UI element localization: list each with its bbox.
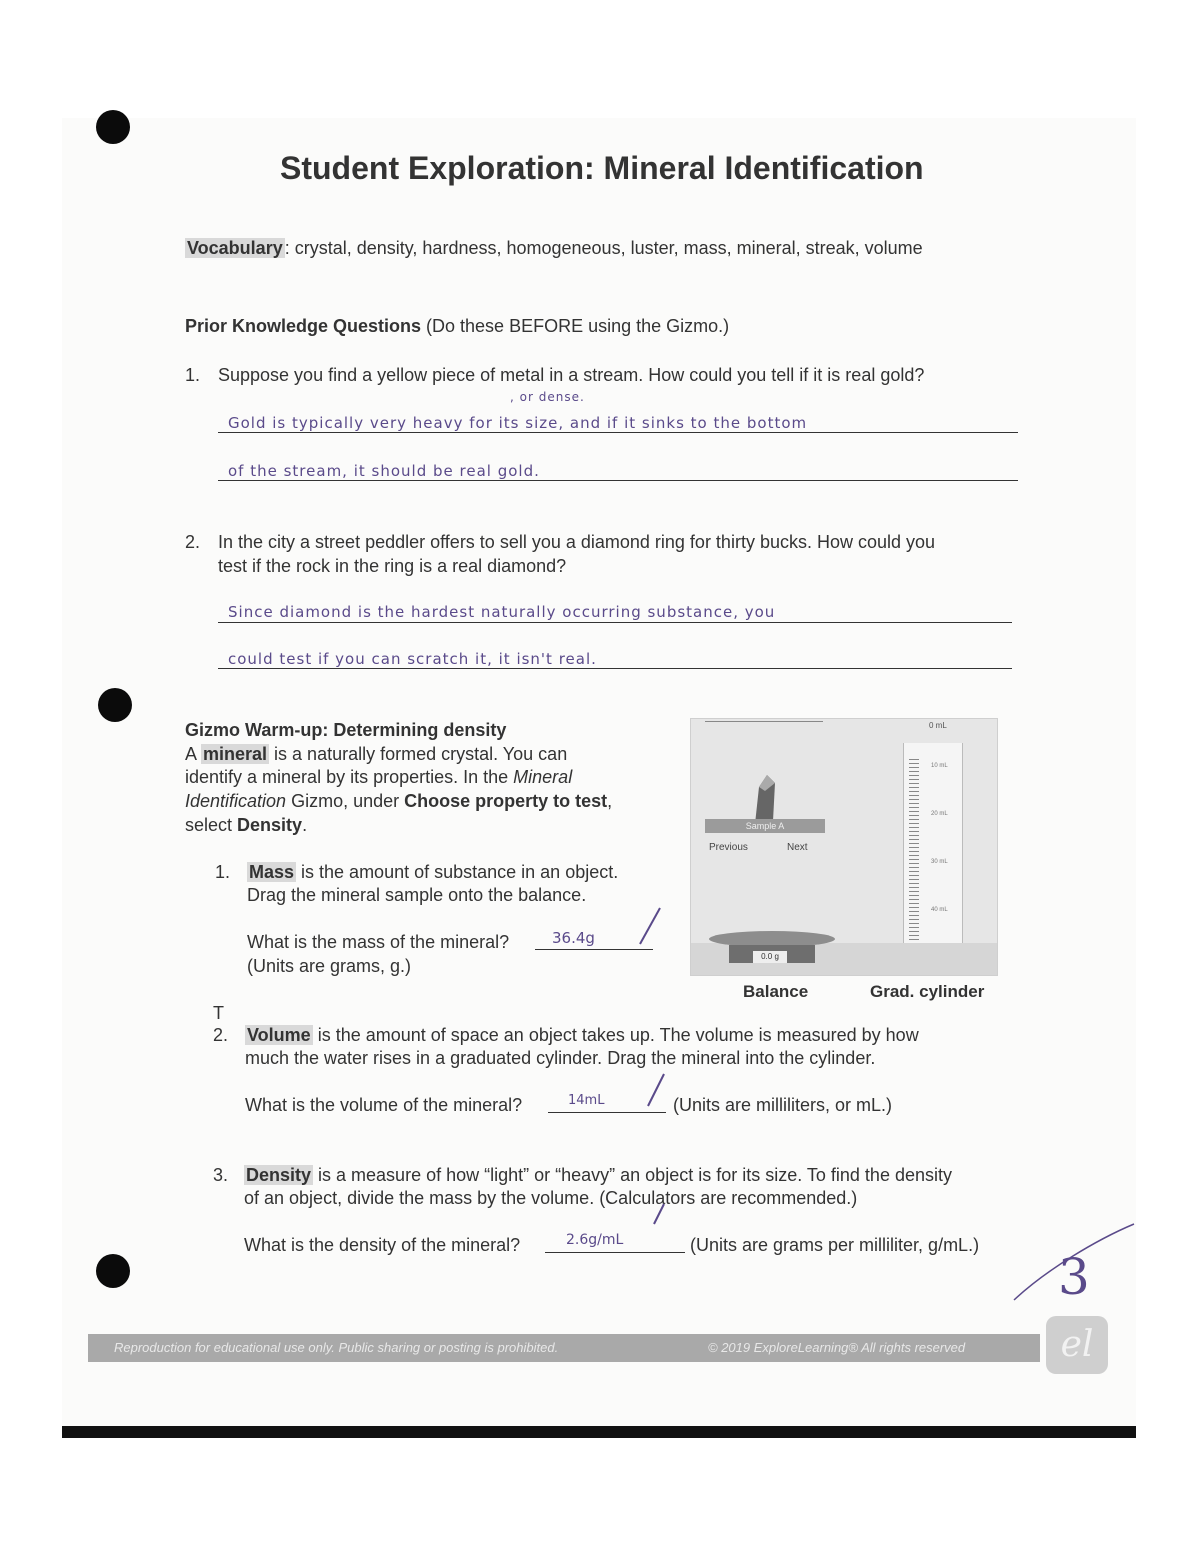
explorelearning-logo: el	[1046, 1316, 1108, 1374]
intro-line2: identify a mineral by its properties. In the	[185, 767, 514, 787]
grade-score: 3	[1058, 1248, 1090, 1306]
intro-comma: ,	[607, 791, 613, 811]
tick-label-3: 40 mL	[931, 907, 948, 913]
balance-readout: 0.0 g	[753, 951, 787, 963]
intro-select: select	[185, 815, 238, 835]
s1-term: Mass	[249, 862, 295, 882]
s3-answer: 2.6g/mL	[566, 1232, 624, 1248]
warmup-intro-line2	[185, 767, 572, 788]
s1-question: What is the mass of the mineral?	[247, 932, 510, 952]
punch-hole-bottom	[96, 1254, 130, 1288]
vocabulary-terms: : crystal, density, hardness, homogeneous, luster, mass, mineral, streak, volume	[284, 238, 923, 258]
s2-line2: much the water rises in a graduated cylinder. Drag the mineral into the cylinder.	[245, 1048, 876, 1068]
cylinder-top-label: 0 mL	[929, 721, 947, 730]
q2-answer-line1: Since diamond is the hardest naturally occurring substance, you	[228, 603, 776, 621]
s2-number: 2.	[213, 1025, 229, 1045]
s1-line2: Drag the mineral sample onto the balance.	[247, 885, 587, 905]
gizmo-top-rule	[705, 721, 823, 722]
warmup-intro-line1	[185, 744, 567, 765]
punch-hole-middle	[98, 688, 132, 722]
s2-units: (Units are milliliters, or mL.)	[673, 1095, 893, 1115]
tick-label-0: 10 mL	[931, 763, 948, 769]
q2-answer-rule1	[218, 622, 1012, 623]
s3-line1	[244, 1165, 952, 1186]
s2-line1	[245, 1025, 919, 1046]
s2-answer-rule	[548, 1112, 666, 1113]
s2-check-mark	[644, 1070, 670, 1110]
gizmo-screenshot	[690, 718, 998, 976]
s3-text: is a measure of how “light” or “heavy” an object is for its size. To find the density	[313, 1165, 952, 1185]
q1-answer-rule2	[218, 480, 1018, 481]
s1-line1	[247, 862, 618, 883]
prior-knowledge-heading	[185, 316, 729, 337]
stray-mark: T	[213, 1003, 224, 1023]
q2-answer-line2: could test if you can scratch it, it isn't real.	[228, 650, 597, 668]
intro-italic-identification: Identification	[185, 791, 287, 811]
q2-text-line2: test if the rock in the ring is a real diamond?	[218, 556, 567, 576]
vocabulary-line	[185, 238, 923, 259]
footer-right-text: © 2019 ExploreLearning® All rights reserved	[708, 1340, 966, 1355]
s3-term: Density	[246, 1165, 312, 1185]
cylinder-tick-marks	[909, 759, 919, 959]
warmup-heading: Gizmo Warm-up: Determining density	[185, 720, 507, 740]
previous-button[interactable]: Previous	[709, 842, 748, 853]
footer-bar	[88, 1334, 1040, 1362]
s2-answer: 14mL	[568, 1093, 605, 1108]
intro-line3b: Gizmo, under	[286, 791, 405, 811]
tick-label-1: 20 mL	[931, 811, 948, 817]
q2-answer-rule2	[218, 668, 1012, 669]
next-button[interactable]: Next	[787, 842, 808, 853]
s3-number: 3.	[213, 1165, 229, 1185]
caption-cylinder: Grad. cylinder	[870, 982, 985, 1001]
s3-units: (Units are grams per milliliter, g/mL.)	[690, 1235, 980, 1255]
page-title: Student Exploration: Mineral Identification	[280, 150, 924, 186]
q1-answer-rule1	[218, 432, 1018, 433]
s3-answer-rule	[545, 1252, 685, 1253]
s1-text: is the amount of substance in an object.	[296, 862, 619, 882]
warmup-intro-line3	[185, 791, 612, 812]
s1-answer-rule	[535, 949, 653, 950]
s2-question: What is the volume of the mineral?	[245, 1095, 523, 1115]
tick-label-2: 30 mL	[931, 859, 948, 865]
paper-edge-shadow	[62, 1426, 1136, 1438]
intro-mineral-term: mineral	[203, 744, 268, 764]
s2-text: is the amount of space an object takes up. The volume is measured by how	[312, 1025, 919, 1045]
intro-period: .	[302, 815, 308, 835]
q2-number: 2.	[185, 532, 201, 552]
s3-line2: of an object, divide the mass by the volume. (Calculators are recommended.)	[244, 1188, 858, 1208]
prior-knowledge-title: Prior Knowledge Questions	[185, 316, 422, 336]
q1-answer-line1: Gold is typically very heavy for its size, and if it sinks to the bottom	[228, 414, 808, 432]
q1-number: 1.	[185, 365, 201, 385]
warmup-intro-line4	[185, 815, 307, 836]
vocabulary-label: Vocabulary	[187, 238, 283, 258]
s1-units: (Units are grams, g.)	[247, 956, 412, 976]
punch-hole-top	[96, 110, 130, 144]
s2-term: Volume	[247, 1025, 311, 1045]
q1-text: Suppose you find a yellow piece of metal in a stream. How could you tell if it is real gold?	[218, 365, 925, 385]
intro-italic-mineral: Mineral	[513, 767, 573, 787]
intro-a: A	[185, 744, 202, 764]
q1-insert-note: , or dense.	[510, 390, 585, 404]
q1-answer-line2: of the stream, it should be real gold.	[228, 462, 540, 480]
q2-text-line1: In the city a street peddler offers to sell you a diamond ring for thirty bucks. How could you	[218, 532, 936, 552]
s1-number: 1.	[215, 862, 231, 882]
caption-balance: Balance	[743, 982, 809, 1001]
prior-knowledge-note: (Do these BEFORE using the Gizmo.)	[421, 316, 730, 336]
s1-check-mark	[636, 904, 666, 948]
sample-label: Sample A	[705, 819, 825, 833]
footer-left-text: Reproduction for educational use only. Public sharing or posting is prohibited.	[114, 1340, 559, 1355]
intro-choose-property: Choose property to test	[404, 791, 608, 811]
s3-question: What is the density of the mineral?	[244, 1235, 521, 1255]
intro-density: Density	[237, 815, 303, 835]
s1-answer: 36.4g	[552, 929, 595, 947]
s3-check-mark	[650, 1200, 670, 1228]
intro-b: is a naturally formed crystal. You can	[269, 744, 568, 764]
